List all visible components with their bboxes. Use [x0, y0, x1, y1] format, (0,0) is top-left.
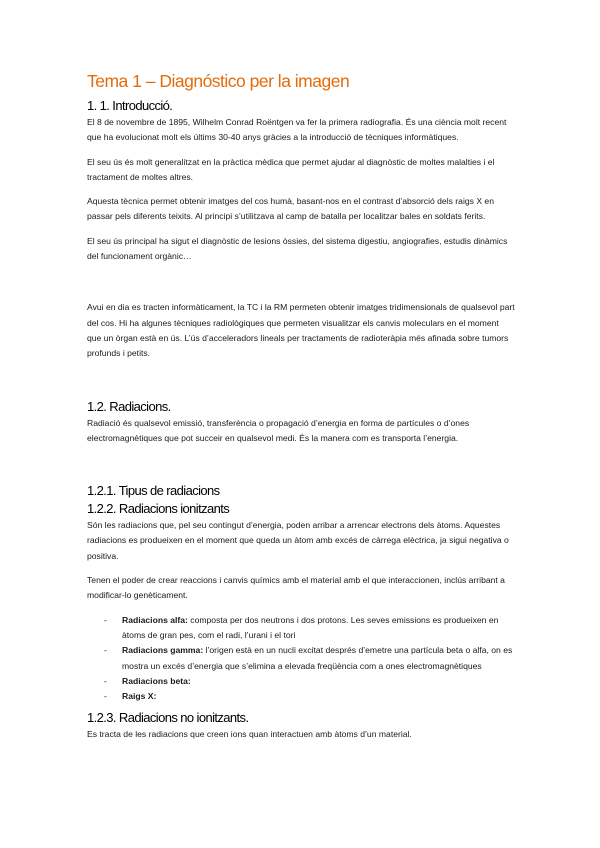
list-item: - Radiacions alfa: composta per dos neutrons i dos protons. Les seves emissions es produeixen en àtoms de gran pes, com el radi, l’urani i el tori	[104, 614, 499, 640]
section-heading-introduccio: 1. 1. Introducció.	[87, 98, 173, 113]
document-page	[87, 70, 515, 743]
document-title: Tema 1 – Diagnóstico per la imagen	[87, 71, 350, 91]
paragraph: Són les radiacions que, pel seu contingut d’energia, poden arribar a arrencar electrons dels àtoms. Aquestes radiacions es produeixen en el moment que queda un àtom amb excés de càrrega elèctrica, ja sigui negativa o positiva.	[87, 520, 509, 561]
paragraph: Radiació és qualsevol emissió, transferència o propagació d’energia en forma de partícules o d’ones electromagnètiques que pot succeir en qualsevol medi. És la manera com es transporta l’energia.	[87, 417, 470, 443]
section-heading-ionitzants: 1.2.2. Radiacions ionitzants	[87, 501, 230, 517]
list-item: - Radiacions beta:	[104, 675, 191, 686]
paragraph: El seu ús principal ha sigut el diagnòstic de lesions òssies, del sistema digestiu, angiografies, estudis dinàmics del funcionament orgànic…	[87, 235, 508, 262]
paragraph: Es tracta de les radiacions que creen ions quan interactuen amb àtoms d’un material.	[87, 729, 412, 740]
section-heading-tipus: 1.2.1. Tipus de radiacions	[87, 483, 220, 499]
radiation-list	[87, 613, 515, 705]
paragraph: El 8 de novembre de 1895, Wilhelm Conrad Roëntgen va fer la primera radiografia. És una ciència molt recent que ha evolucionat molt els últims 30-40 anys gràcies a la introducció de tècniques informàtiques.	[87, 117, 507, 143]
paragraph: Avui en dia es tracten informàticament, la TC i la RM permeten obtenir imatges tridimensionals de qualsevol part del cos. Hi ha algunes tècniques radiològiques que permeten visualitzar els canvis moleculars en el moment que un òrgan està en ús. L’ús d’acceleradors lineals per tractaments de radioteràpia més afinada sobre tumors profunds i petits.	[87, 302, 515, 359]
section-heading-radiacions: 1.2. Radiacions.	[87, 398, 171, 414]
section-heading-no-ionitzants: 1.2.3. Radiacions no ionitzants.	[87, 710, 249, 726]
paragraph: El seu ús és molt generalitzat en la pràctica mèdica que permet ajudar al diagnòstic de moltes malalties i el tractament de moltes altres.	[87, 156, 495, 182]
list-item: - Raigs X:	[104, 691, 157, 702]
list-item: - Radiacions gamma: l’origen està en un nucli excitat després d’emetre una partícula beta o alfa, on es mostra un excés d’energia que s’elimina a elevada freqüència com a ones electromagnètiques	[104, 645, 513, 671]
paragraph: Tenen el poder de crear reaccions i canvis químics amb el material amb el que interaccionen, inclús arribant a modificar-lo genèticament.	[87, 575, 505, 601]
paragraph: Aquesta tècnica permet obtenir imatges del cos humà, basant-nos en el contrast d’absorció dels raigs X en passar pels diferents teixits. Al principi s’utilitzava al camp de batalla per localitzar bales en soldats ferits.	[87, 196, 494, 222]
